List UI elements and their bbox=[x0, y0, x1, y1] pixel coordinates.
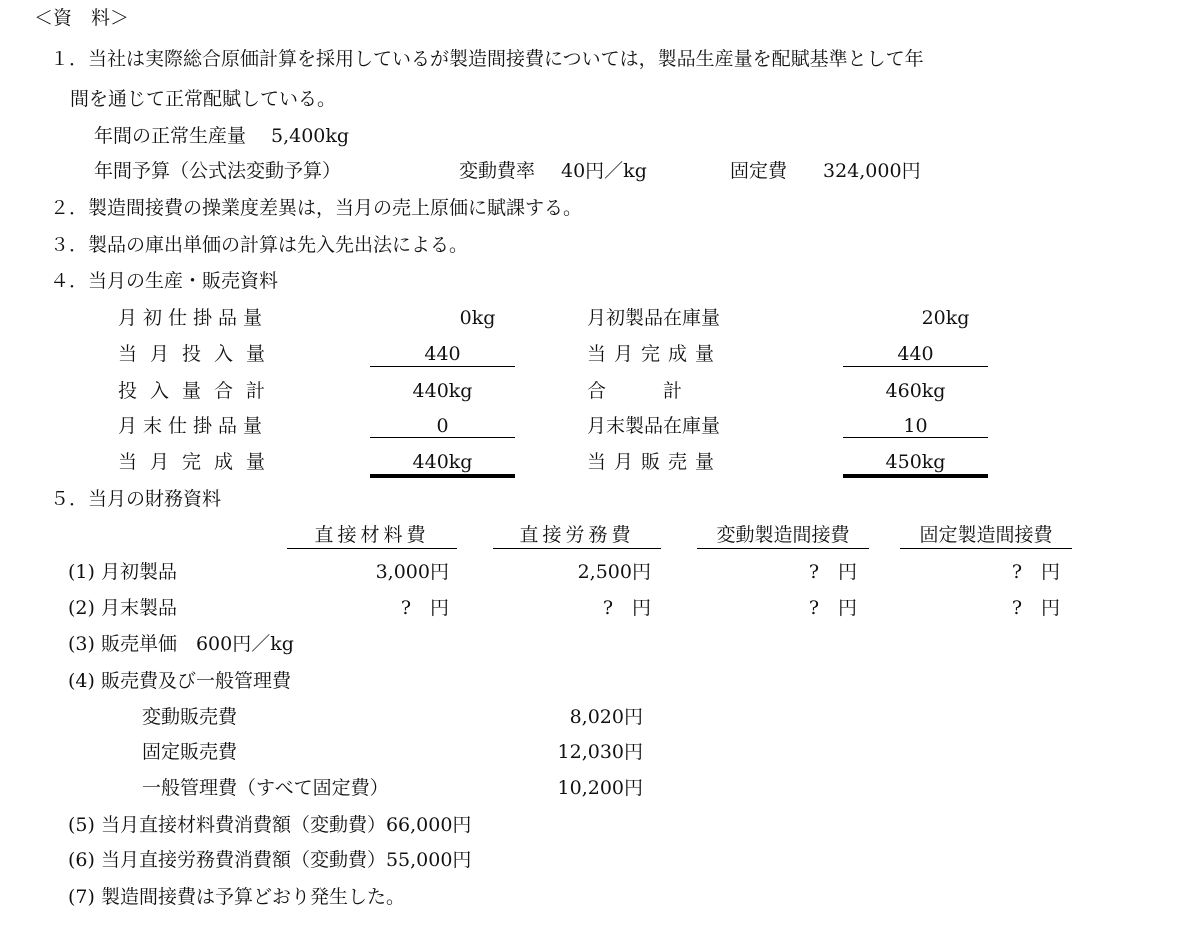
prod-right-value: 20kg bbox=[921, 307, 970, 329]
prod-left-value: 440kg bbox=[412, 380, 473, 402]
item-1-line-2: 間を通じて正常配賦している。 bbox=[70, 88, 337, 110]
prod-left-value: 0kg bbox=[459, 307, 496, 329]
sga-label: 一般管理費（すべて固定費） bbox=[142, 777, 389, 799]
finance-cell: ? 円 bbox=[808, 561, 857, 583]
finance-cell: ? 円 bbox=[602, 597, 651, 619]
header-underline bbox=[697, 548, 869, 549]
variable-rate-value: 40円／kg bbox=[561, 160, 647, 182]
sga-value: 10,200円 bbox=[557, 777, 643, 799]
prod-left-label: 当月完成量 bbox=[118, 451, 279, 473]
underline bbox=[843, 437, 988, 438]
finance-cell: 2,500円 bbox=[577, 561, 651, 583]
item-2: ２．製造間接費の操業度差異は，当月の売上原価に賦課する。 bbox=[50, 197, 583, 219]
fixed-cost-value: 324,000円 bbox=[823, 160, 921, 182]
col-header: 直接材料費 bbox=[314, 524, 430, 546]
prod-right-value: 440 bbox=[897, 343, 934, 365]
item-3: ３．製品の庫出単価の計算は先入先出法による。 bbox=[50, 234, 469, 256]
normal-production-value: 5,400kg bbox=[271, 125, 350, 147]
header-underline bbox=[493, 548, 661, 549]
prod-right-value: 450kg bbox=[885, 451, 946, 473]
item-4-title: ４．当月の生産・販売資料 bbox=[50, 270, 279, 292]
double-underline bbox=[370, 474, 515, 478]
finance-cell: ? 円 bbox=[1011, 561, 1060, 583]
finance-row-label: (1) 月初製品 bbox=[68, 561, 177, 583]
prod-left-label: 月末仕掛品量 bbox=[118, 415, 269, 437]
double-underline bbox=[843, 474, 988, 478]
prod-right-label: 当月販売量 bbox=[587, 451, 723, 473]
annual-budget-label: 年間予算（公式法変動予算） bbox=[94, 160, 342, 182]
sga-title: (4) 販売費及び一般管理費 bbox=[68, 670, 291, 692]
finance-cell: ? 円 bbox=[1011, 597, 1060, 619]
sga-label: 変動販売費 bbox=[142, 706, 238, 728]
finance-cell: 3,000円 bbox=[375, 561, 449, 583]
prod-right-label: 当月完成量 bbox=[587, 343, 723, 365]
sales-price: (3) 販売単価 600円／kg bbox=[68, 633, 294, 655]
prod-left-label: 月初仕掛品量 bbox=[118, 307, 269, 329]
underline bbox=[843, 366, 988, 367]
underline bbox=[370, 437, 515, 438]
header-underline bbox=[900, 548, 1072, 549]
sga-label: 固定販売費 bbox=[142, 741, 238, 763]
col-header: 直接労務費 bbox=[519, 524, 635, 546]
note-7: (7) 製造間接費は予算どおり発生した。 bbox=[68, 886, 405, 908]
prod-left-label: 当月投入量 bbox=[118, 343, 279, 365]
col-header: 固定製造間接費 bbox=[919, 524, 1053, 546]
normal-production-label: 年間の正常生産量 bbox=[94, 125, 247, 147]
item-1-line-1: １．当社は実際総合原価計算を採用しているが製造間接費については，製品生産量を配賦基準として年 bbox=[50, 48, 924, 70]
fixed-cost-label: 固定費 bbox=[730, 160, 788, 182]
header-underline bbox=[287, 548, 457, 549]
prod-right-label: 月初製品在庫量 bbox=[587, 307, 721, 329]
note-5: (5) 当月直接材料費消費額（変動費）66,000円 bbox=[68, 814, 472, 836]
prod-left-value: 440 bbox=[424, 343, 461, 365]
underline bbox=[370, 366, 515, 367]
prod-right-label: 月末製品在庫量 bbox=[587, 415, 721, 437]
prod-right-label: 合 計 bbox=[587, 380, 683, 402]
finance-cell: ? 円 bbox=[808, 597, 857, 619]
prod-left-label: 投入量合計 bbox=[118, 380, 279, 402]
col-header: 変動製造間接費 bbox=[716, 524, 850, 546]
prod-left-value: 0 bbox=[436, 415, 449, 437]
finance-row-label: (2) 月末製品 bbox=[68, 597, 177, 619]
finance-cell: ? 円 bbox=[400, 597, 449, 619]
variable-rate-label: 変動費率 bbox=[459, 160, 536, 182]
prod-right-value: 460kg bbox=[885, 380, 946, 402]
sga-value: 12,030円 bbox=[557, 741, 643, 763]
document-heading: ＜資 料＞ bbox=[34, 7, 130, 29]
item-5-title: ５．当月の財務資料 bbox=[50, 488, 222, 510]
prod-left-value: 440kg bbox=[412, 451, 473, 473]
note-6: (6) 当月直接労務費消費額（変動費）55,000円 bbox=[68, 849, 472, 871]
prod-right-value: 10 bbox=[903, 415, 928, 437]
sga-value: 8,020円 bbox=[569, 706, 643, 728]
